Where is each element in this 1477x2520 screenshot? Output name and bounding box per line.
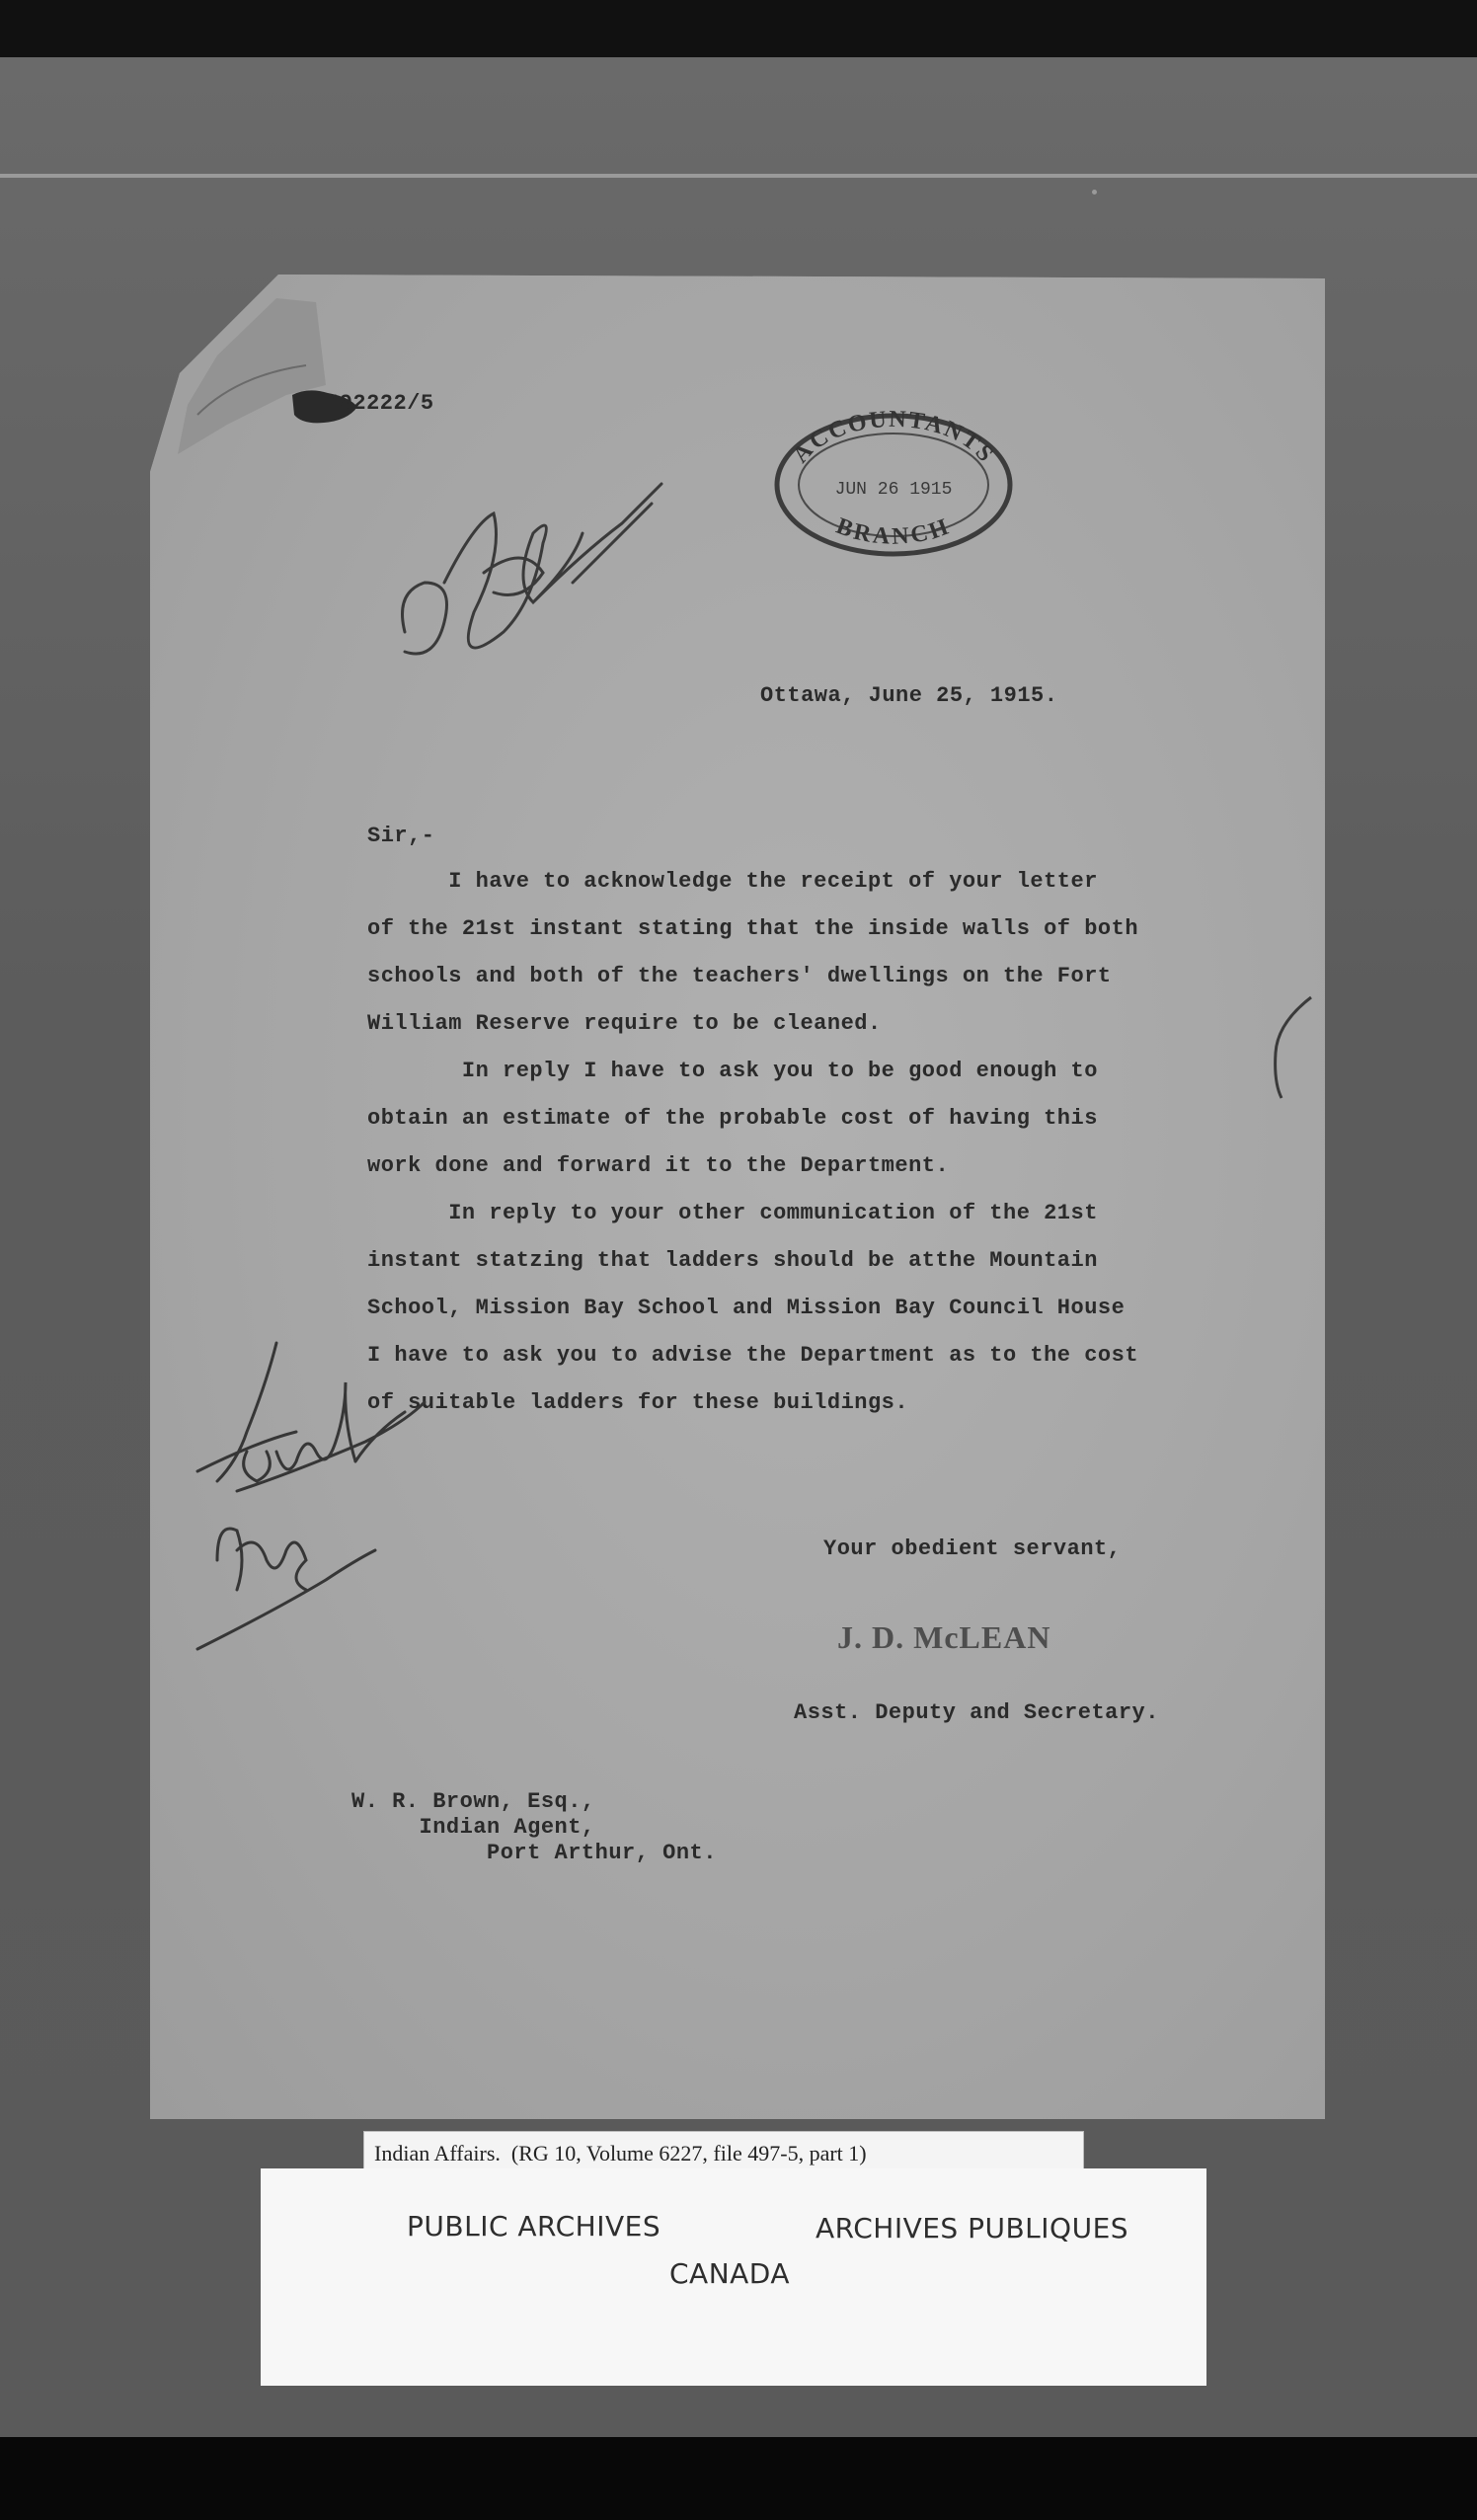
handwritten-margin-note-icon [178, 1323, 434, 1669]
body-line: schools and both of the teachers' dwellings on the Fort [367, 964, 1112, 988]
archives-label-english: PUBLIC ARCHIVES [407, 2210, 661, 2243]
salutation: Sir,- [367, 824, 435, 848]
signature-title: Asst. Deputy and Secretary. [794, 1700, 1159, 1725]
bottom-black-bar [0, 2437, 1477, 2520]
body-line: In reply I have to ask you to be good enough to [367, 1059, 1098, 1083]
body-line: I have to acknowledge the receipt of your letter [367, 869, 1098, 894]
top-black-bar [0, 0, 1477, 57]
body-line: I have to ask you to advise the Department as to the cost [367, 1343, 1139, 1368]
dust-speck [1092, 190, 1097, 195]
signature-name-stamp: J. D. McLEAN [837, 1619, 1051, 1655]
stamp-date: JUN 26 1915 [834, 480, 953, 500]
body-line: School, Mission Bay School and Mission Bay Council House [367, 1296, 1126, 1320]
addressee-line: Indian Agent, [351, 1815, 595, 1840]
torn-corner-icon [168, 296, 326, 454]
body-line: William Reserve require to be cleaned. [367, 1011, 882, 1036]
scanner-edge-line [0, 174, 1477, 178]
closing-salutation: Your obedient servant, [823, 1536, 1122, 1561]
stamp-top-text: ACCOUNTANTS [787, 406, 1000, 469]
body-line: instant statzing that ladders should be atthe Mountain [367, 1248, 1098, 1273]
addressee-line: Port Arthur, Ont. [351, 1841, 717, 1865]
body-line: obtain an estimate of the probable cost of having this [367, 1106, 1098, 1131]
addressee-line: W. R. Brown, Esq., [351, 1789, 595, 1814]
letter-page [150, 275, 1325, 2119]
body-line: work done and forward it to the Department. [367, 1153, 950, 1178]
letter-date: Ottawa, June 25, 1915. [760, 683, 1058, 708]
handwritten-initials-icon [385, 434, 691, 711]
svg-text:BRANCH [832, 513, 954, 550]
archives-label-country: CANADA [669, 2257, 791, 2290]
accountants-branch-stamp [770, 403, 1017, 567]
body-line: In reply to your other communication of the 21st [367, 1201, 1098, 1225]
body-line: of suitable ladders for these buildings. [367, 1390, 909, 1415]
archives-label-french: ARCHIVES PUBLIQUES [816, 2212, 1129, 2244]
caption-text: Indian Affairs. (RG 10, Volume 6227, file 497-5, part 1) [374, 2141, 867, 2166]
margin-pencil-mark-icon [1268, 993, 1317, 1102]
public-archives-card [261, 2168, 1206, 2386]
body-line: of the 21st instant stating that the inside walls of both [367, 916, 1139, 941]
stamp-bottom-text: BRANCH [832, 512, 955, 550]
file-number: 492222/5 [326, 391, 434, 416]
svg-text:ACCOUNTANTS [788, 407, 999, 468]
